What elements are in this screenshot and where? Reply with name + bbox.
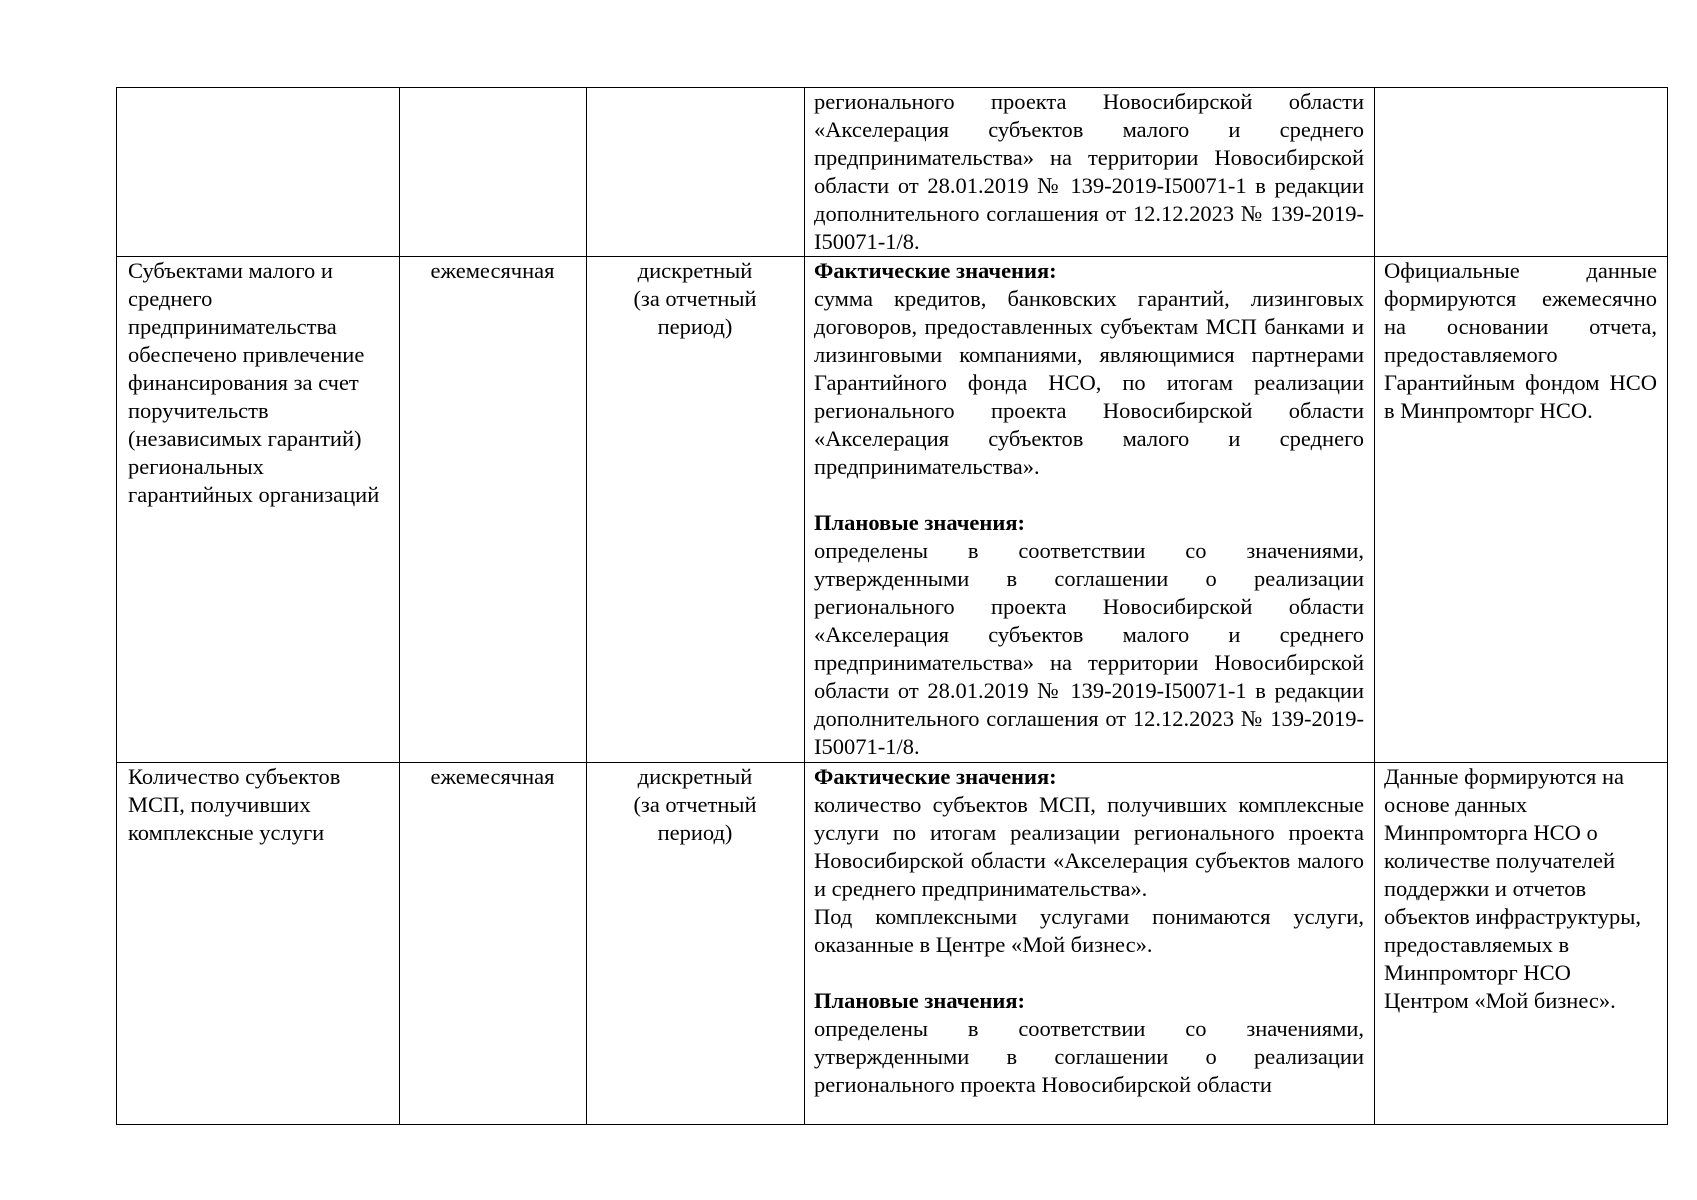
cell-frequency <box>400 763 587 1125</box>
frequency-value: ежемесячная <box>430 764 555 789</box>
cell-name-empty <box>117 88 400 257</box>
cell-description <box>805 257 1375 763</box>
table-row-continuation <box>117 88 1668 257</box>
actual-values-text: сумма кредитов, банковских гарантий, лизинговых договоров, предоставленных субъектам МСП банками и лизинговыми компаниями, являющимися партнерами Гарантийного фонда НСО, по итогам реализации регионального проекта Новосибирской области «Акселерация субъектов малого и среднего предпринимательства». <box>814 286 1364 479</box>
cell-description <box>805 88 1375 257</box>
cell-indicator-type <box>587 763 805 1125</box>
cell-description <box>805 763 1375 1125</box>
cell-data-source <box>1375 763 1668 1125</box>
frequency-value: ежемесячная <box>430 258 555 283</box>
planned-values-text: определены в соответствии со значениями, утвержденными в соглашении о реализации регионального проекта Новосибирской области <box>814 1016 1364 1097</box>
type-value: дискретный <box>637 764 753 789</box>
cell-frequency <box>400 257 587 763</box>
planned-values-text: определены в соответствии со значениями, утвержденными в соглашении о реализации регионального проекта Новосибирской области «Акселерация субъектов малого и среднего предпринимательства» на территории Новосибирской области от 28.01.2019 № 139-2019-I50071-1 в редакции дополнительного соглашения от 12.12.2023 № 139-2019-I50071-1/8. <box>814 538 1364 759</box>
type-period: (за отчетный период) <box>633 792 757 845</box>
indicator-name: Количество субъектов МСП, получивших комплексные услуги <box>128 764 341 845</box>
cell-indicator-name <box>117 763 400 1125</box>
planned-values-heading: Плановые значения: <box>814 510 1025 535</box>
planned-values-heading: Плановые значения: <box>814 988 1025 1013</box>
data-source-text: Данные формируются на основе данных Минпромторга НСО о количестве получателей поддержки и отчетов объектов инфраструктуры, предоставляемых в Минпромторг НСО Центром «Мой бизнес». <box>1384 764 1642 1013</box>
data-source-text: Официальные данные формируются ежемесячно на основании отчета, предоставляемого Гарантийным фондом НСО в Минпромторг НСО. <box>1384 258 1657 423</box>
actual-values-heading: Фактические значения: <box>814 258 1057 283</box>
cell-data-source <box>1375 257 1668 763</box>
actual-values-heading: Фактические значения: <box>814 764 1057 789</box>
cell-frequency-empty <box>400 88 587 257</box>
cell-source-empty <box>1375 88 1668 257</box>
actual-values-text: количество субъектов МСП, получивших комплексные услуги по итогам реализации регионального проекта Новосибирской области «Акселерация субъектов малого и среднего предпринимательства». <box>814 792 1364 901</box>
paragraph-gap <box>814 481 1364 509</box>
actual-values-note: Под комплексными услугами понимаются услуги, оказанные в Центре «Мой бизнес». <box>814 904 1364 957</box>
type-period: (за отчетный период) <box>633 286 757 339</box>
indicators-table <box>116 87 1668 1125</box>
indicator-name: Субъектами малого и среднего предпринимательства обеспечено привлечение финансирования за счет поручительств (независимых гарантий) региональных гарантийных организаций <box>128 258 380 507</box>
cell-indicator-name <box>117 257 400 763</box>
type-value: дискретный <box>637 258 753 283</box>
table-row <box>117 257 1668 763</box>
cell-type-empty <box>587 88 805 257</box>
continuation-text: регионального проекта Новосибирской области «Акселерация субъектов малого и среднего предпринимательства» на территории Новосибирской области от 28.01.2019 № 139-2019-I50071-1 в редакции дополнительного соглашения от 12.12.2023 № 139-2019-I50071-1/8. <box>814 89 1364 254</box>
cell-indicator-type <box>587 257 805 763</box>
table-row <box>117 763 1668 1125</box>
paragraph-gap <box>814 959 1364 987</box>
